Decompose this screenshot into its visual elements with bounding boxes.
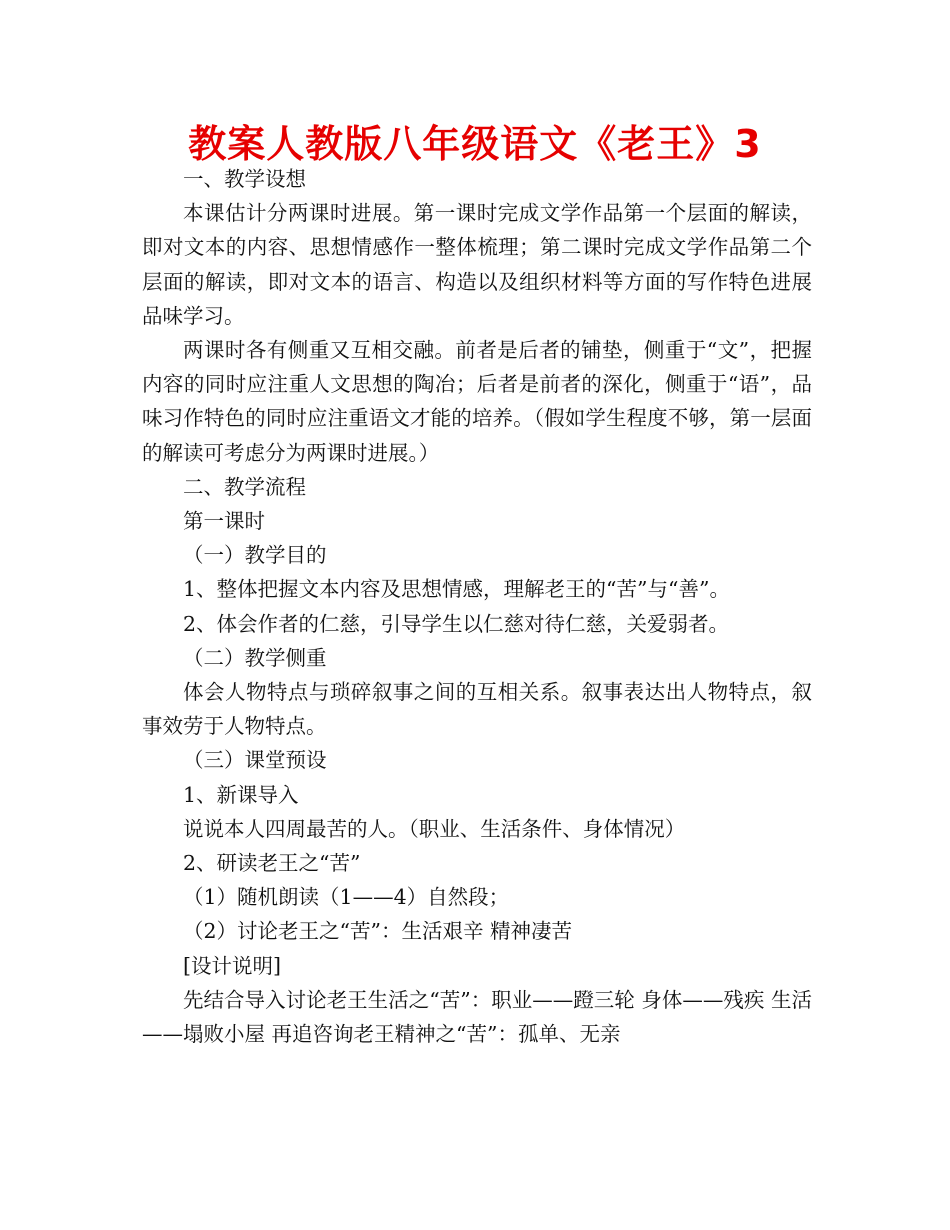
paragraph: 两课时各有侧重又互相交融。前者是后者的铺垫，侧重于“文”，把握内容的同时应注重人文思想的陶冶；后者是前者的深化，侧重于“语”，品味习作特色的同时应注重语文才能的培养。（假如学生程度不够，第一层面的解读可考虑分为两课时进展。） bbox=[142, 338, 812, 465]
subsection-heading: （一）教学目的 bbox=[183, 543, 327, 568]
list-item: 2、研读老王之“苦” bbox=[183, 851, 361, 876]
section-heading: 一、教学设想 bbox=[183, 167, 306, 191]
design-note-label: [设计说明] bbox=[183, 953, 281, 978]
list-item: （1）随机朗读（1——4）自然段； bbox=[183, 885, 510, 910]
list-item: 2、体会作者的仁慈，引导学生以仁慈对待仁慈，关爱弱者。 bbox=[183, 611, 730, 636]
list-item: 1、整体把握文本内容及思想情感，理解老王的“苦”与“善”。 bbox=[183, 577, 730, 602]
paragraph: 体会人物特点与琐碎叙事之间的互相关系。叙事表达出人物特点，叙事效劳于人物特点。 bbox=[142, 680, 812, 739]
list-item: 1、新课导入 bbox=[183, 782, 299, 807]
subsection-heading: （三）课堂预设 bbox=[183, 748, 327, 773]
paragraph: 先结合导入讨论老王生活之“苦”：职业——蹬三轮 身体——残疾 生活——塌败小屋 再追咨询老王精神之“苦”：孤单、无亲 bbox=[142, 987, 812, 1047]
document-body bbox=[142, 162, 812, 1051]
list-item: （2）讨论老王之“苦”：生活艰辛 精神凄苦 bbox=[183, 919, 573, 944]
subsection-heading: 第一课时 bbox=[183, 509, 265, 534]
section-heading: 二、教学流程 bbox=[183, 474, 306, 499]
document-title: 教案人教版八年级语文《老王》3 bbox=[188, 122, 762, 166]
paragraph: 本课估计分两课时进展。第一课时完成文学作品第一个层面的解读，即对文本的内容、思想情感作一整体梳理；第二课时完成文学作品第二个层面的解读，即对文本的语言、构造以及组织材料等方面的写作特色进展品味学习。 bbox=[142, 201, 812, 328]
subsection-heading: （二）教学侧重 bbox=[183, 645, 327, 670]
paragraph: 说说本人四周最苦的人。（职业、生活条件、身体情况） bbox=[183, 816, 686, 841]
